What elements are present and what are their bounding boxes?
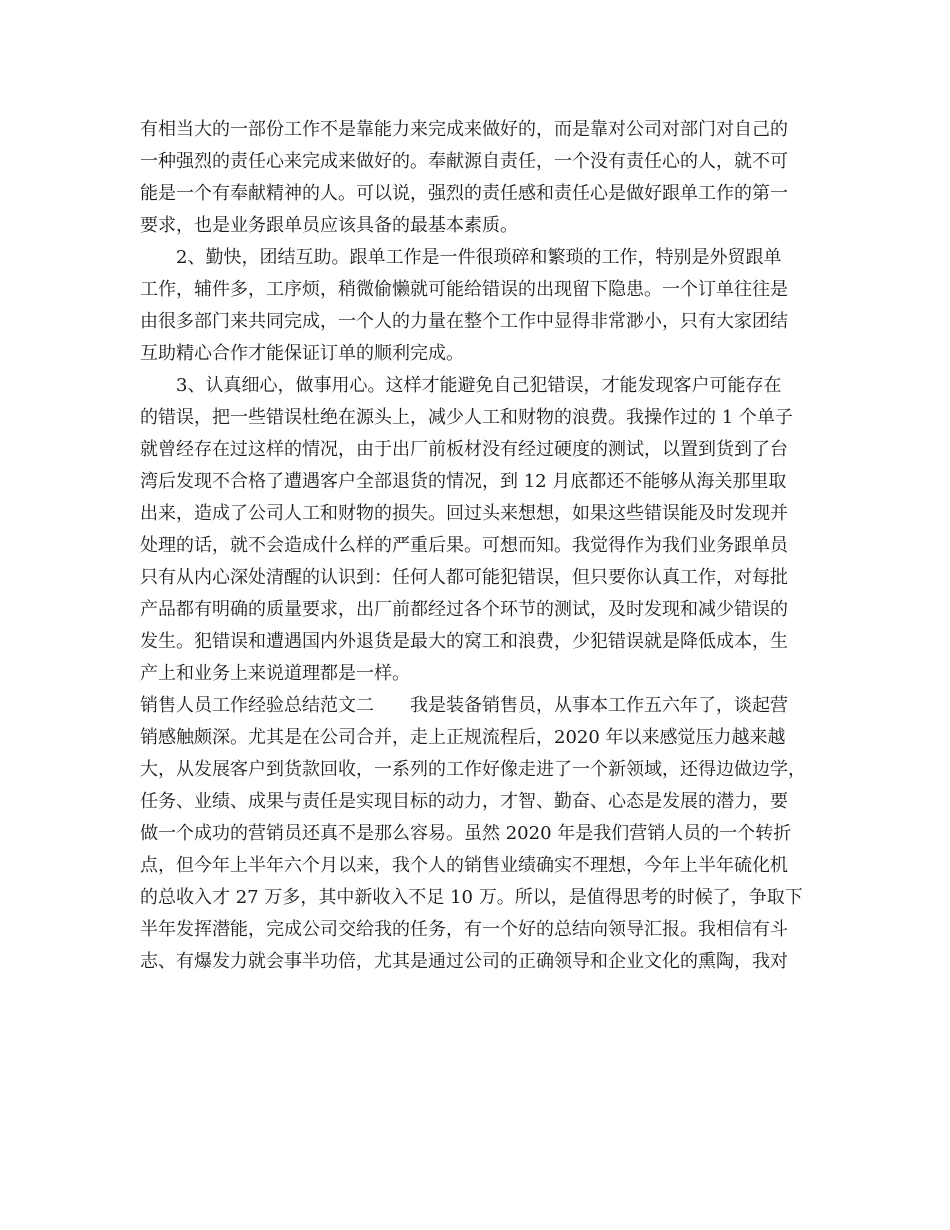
text-line: 处理的话，就不会造成什么样的严重后果。可想而知。我觉得作为我们业务跟单员 (140, 535, 788, 556)
document-body (140, 114, 820, 978)
text-line: 产上和业务上来说道理都是一样。 (140, 663, 410, 684)
text-line: 2、勤快，团结互助。跟单工作是一件很琐碎和繁琐的工作，特别是外贸跟单 (176, 247, 782, 268)
text-line: 的错误，把一些错误杜绝在源头上，减少人工和财物的浪费。我操作过的 1 个单子 (140, 407, 793, 428)
text-line: 3、认真细心，做事用心。这样才能避免自己犯错误，才能发现客户可能存在 (176, 375, 782, 396)
text-line: 就曾经存在过这样的情况，由于出厂前板材没有经过硬度的测试，以置到货到了台 (140, 439, 788, 460)
text-line: 点，但今年上半年六个月以来，我个人的销售业绩确实不理想，今年上半年硫化机 (140, 855, 788, 876)
text-line: 做一个成功的营销员还真不是那么容易。虽然 2020 年是我们营销人员的一个转折 (140, 823, 792, 844)
text-line: 由很多部门来共同完成，一个人的力量在整个工作中显得非常渺小，只有大家团结 (140, 311, 788, 332)
text-line: 大，从发展客户到货款回收，一系列的工作好像走进了一个新领域，还得边做边学， (140, 759, 806, 780)
text-line: 只有从内心深处清醒的认识到：任何人都可能犯错误，但只要你认真工作，对每批 (140, 567, 788, 588)
text-line: 出来，造成了公司人工和财物的损失。回过头来想想，如果这些错误能及时发现并 (140, 503, 788, 524)
text-line: 有相当大的一部份工作不是靠能力来完成来做好的，而是靠对公司对部门对自己的 (140, 119, 788, 140)
text-line: 互助精心合作才能保证订单的顺利完成。 (140, 343, 464, 364)
text-line: 发生。犯错误和遭遇国内外退货是最大的窝工和浪费，少犯错误就是降低成本，生 (140, 631, 788, 652)
text-line: 半年发挥潜能，完成公司交给我的任务，有一个好的总结向领导汇报。我相信有斗 (140, 919, 788, 940)
text-line: 销感触颇深。尤其是在公司合并，走上正规流程后，2020 年以来感觉压力越来越 (140, 727, 786, 748)
text-line: 工作，辅件多，工序烦，稍微偷懒就可能给错误的出现留下隐患。一个订单往往是 (140, 279, 788, 300)
text-line: 一种强烈的责任心来完成来做好的。奉献源自责任，一个没有责任心的人，就不可 (140, 151, 788, 172)
text-line: 能是一个有奉献精神的人。可以说，强烈的责任感和责任心是做好跟单工作的第一 (140, 183, 788, 204)
text-line: 湾后发现不合格了遭遇客户全部退货的情况，到 12 月底都还不能够从海关那里取 (140, 471, 787, 492)
text-line: 销售人员工作经验总结范文二 我是装备销售员，从事本工作五六年了，谈起营 (140, 695, 788, 716)
text-line: 产品都有明确的质量要求，出厂前都经过各个环节的测试，及时发现和减少错误的 (140, 599, 788, 620)
text-line: 要求，也是业务跟单员应该具备的最基本素质。 (140, 215, 518, 236)
text-line: 志、有爆发力就会事半功倍，尤其是通过公司的正确领导和企业文化的熏陶，我对 (140, 951, 788, 972)
text-line: 任务、业绩、成果与责任是实现目标的动力，才智、勤奋、心态是发展的潜力，要 (140, 791, 788, 812)
text-line: 的总收入才 27 万多，其中新收入不足 10 万。所以，是值得思考的时候了，争取下 (140, 887, 803, 908)
